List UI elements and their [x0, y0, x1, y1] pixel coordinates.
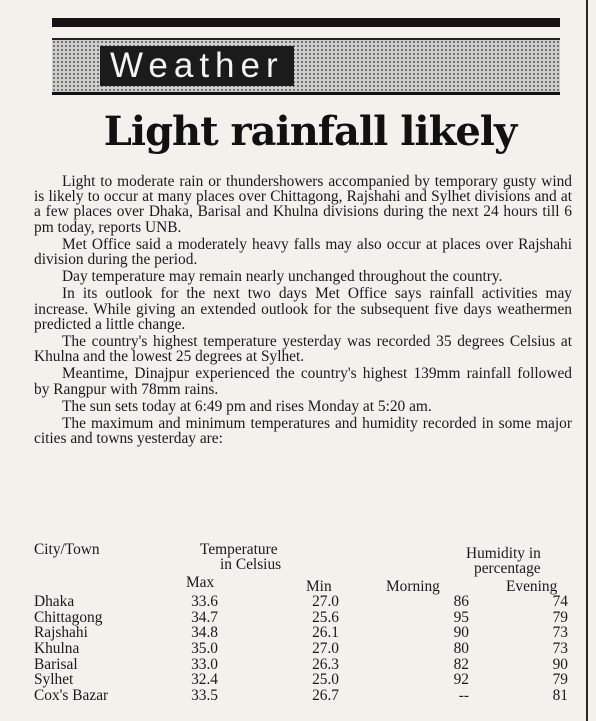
- article-body: [34, 174, 572, 448]
- paragraph: Light to moderate rain or thundershowers accompanied by temporary gusty wind is likely to occur at many places over Chittagong, Rajshahi and Sylhet divisions and at a few places over Dhaka, Barisal and Khulna divisions during the next 24 hours till 6 pm today, reports UNB.: [34, 173, 572, 236]
- city-cell: Khulna: [34, 640, 80, 658]
- table-row: [34, 657, 574, 673]
- min-cell: 25.6: [312, 608, 339, 626]
- paragraph: The maximum and minimum temperatures and humidity recorded in some major cities and towns yesterday are:: [34, 415, 572, 448]
- city-cell: Sylhet: [34, 671, 74, 689]
- evening-cell: 79: [552, 608, 568, 626]
- table-row: [34, 672, 574, 688]
- morning-cell: --: [458, 687, 469, 705]
- min-header: Min: [306, 578, 332, 595]
- paragraph: In its outlook for the next two days Met Office says rainfall activities may increase. While giving an extended outlook for the subsequent five days weathermen predicted a little change.: [34, 285, 572, 333]
- humidity-subheader: percentage: [474, 560, 541, 577]
- morning-cell: 86: [453, 593, 469, 610]
- evening-cell: 73: [552, 640, 568, 658]
- min-cell: 25.0: [312, 671, 339, 689]
- morning-cell: 80: [453, 640, 469, 658]
- paragraph: The sun sets today at 6:49 pm and rises Monday at 5:20 am.: [62, 397, 432, 415]
- min-cell: 27.0: [312, 593, 339, 610]
- max-cell: 34.7: [191, 608, 218, 626]
- temperature-header: Temperature: [200, 541, 278, 558]
- evening-cell: 81: [552, 687, 568, 705]
- paragraph: Meantime, Dinajpur experienced the country's highest 139mm rainfall followed by Rangpur with 78mm rains.: [34, 365, 572, 398]
- weather-table: [34, 542, 574, 704]
- table-row: [34, 641, 574, 657]
- min-cell: 26.7: [312, 687, 339, 705]
- max-cell: 33.6: [191, 593, 218, 610]
- morning-cell: 90: [453, 624, 469, 642]
- city-cell: Barisal: [34, 655, 78, 673]
- min-cell: 27.0: [312, 640, 339, 658]
- city-cell: Chittagong: [34, 608, 103, 626]
- morning-cell: 92: [453, 671, 469, 689]
- top-rule: [52, 18, 560, 27]
- headline: Light rainfall likely: [103, 108, 517, 155]
- section-banner: [52, 38, 560, 95]
- table-row: [34, 625, 574, 641]
- max-cell: 33.0: [191, 655, 218, 673]
- evening-cell: 79: [552, 671, 568, 689]
- evening-cell: 90: [552, 655, 568, 673]
- max-cell: 33.5: [191, 687, 218, 705]
- table-row: [34, 594, 574, 610]
- paragraph: Met Office said a moderately heavy falls may also occur at places over Rajshahi division during the period.: [34, 235, 572, 269]
- city-header: City/Town: [34, 541, 100, 558]
- morning-cell: 95: [453, 608, 469, 626]
- humidity-header: Humidity in: [466, 545, 541, 562]
- section-label: Weather: [100, 46, 294, 86]
- max-cell: 35.0: [191, 640, 218, 658]
- table-header: [34, 542, 574, 594]
- clipped-text-above: [0, 0, 596, 10]
- max-header: Max: [186, 574, 215, 591]
- city-cell: Cox's Bazar: [34, 687, 109, 705]
- morning-header: Morning: [386, 578, 440, 595]
- min-cell: 26.3: [312, 655, 339, 673]
- evening-cell: 73: [552, 624, 568, 642]
- table-row: [34, 610, 574, 626]
- max-cell: 32.4: [191, 671, 218, 689]
- max-cell: 34.8: [191, 624, 218, 642]
- city-cell: Rajshahi: [34, 624, 88, 642]
- paragraph: Day temperature may remain nearly unchanged throughout the country.: [62, 268, 503, 286]
- table-row: [34, 688, 574, 704]
- min-cell: 26.1: [312, 624, 339, 642]
- city-cell: Dhaka: [34, 593, 75, 610]
- evening-cell: 74: [552, 593, 568, 610]
- morning-cell: 82: [453, 655, 469, 673]
- evening-header: Evening: [506, 578, 558, 595]
- paragraph: The country's highest temperature yesterday was recorded 35 degrees Celsius at Khulna and the lowest 25 degrees at Sylhet.: [34, 333, 572, 366]
- temperature-subheader: in Celsius: [220, 556, 282, 573]
